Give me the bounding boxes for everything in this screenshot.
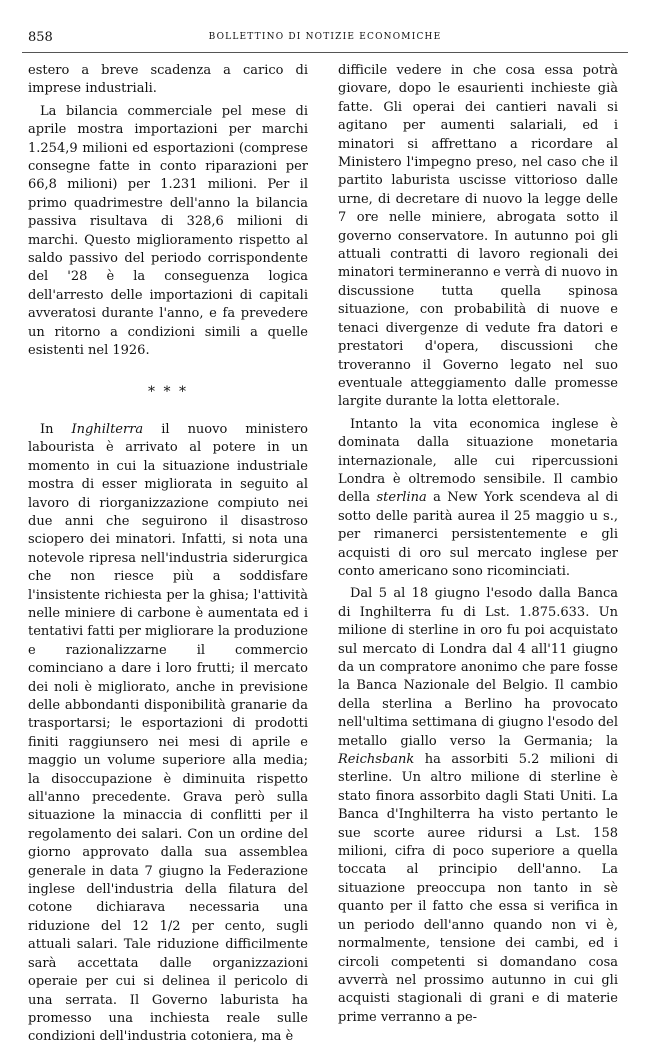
- paragraph: [338, 585, 618, 1027]
- section-separator: * * *: [148, 383, 188, 400]
- text-run: Intanto la vita economica inglese è dominata dalla situazione monetaria internazionale, alle cui ripercussioni Londra è oltremodo sensibile. Il cambio della: [338, 416, 618, 506]
- italic-term: Reichsbank: [338, 752, 415, 768]
- italic-term: sterlina: [376, 490, 427, 506]
- page-number: 858: [28, 30, 53, 45]
- text-run: Dal 5 al 18 giugno l'esodo dalla Banca di Inghilterra fu di Lst. 1.875.633. Un milione di sterline in oro fu poi acquistato sul mercato di Londra dal 4 all'11 giugno da un compratore anonimo che pare fosse la Banca Nazionale del Belgio. Il cambio della sterlina a Berlino ha provocato nell'ultima settimana di giugno l'esodo del metallo giallo verso la Germania; la: [338, 586, 618, 749]
- running-title: BOLLETTINO DI NOTIZIE ECONOMICHE: [208, 32, 442, 42]
- page-header: [20, 30, 630, 46]
- paragraph: [28, 421, 308, 1047]
- paragraph: estero a breve scadenza a carico di imprese industriali.: [28, 63, 308, 97]
- paragraph: [338, 416, 618, 582]
- left-column: [28, 62, 308, 1051]
- text-run: In: [40, 421, 72, 437]
- paragraph: La bilancia commerciale pel mese di aprile mostra importazioni per marchi 1.254,9 milioni ed esportazioni (comprese consegne fatte in conto riparazioni per 66,8 milioni) per 1.231 milioni. Per il primo quadrimestre dell'anno la bilancia passiva risultava di 328,6 milioni di marchi. Questo miglioramento rispetto al saldo passivo del periodo corrispondente del '28 è la conseguenza logica dell'arresto delle importazioni di capitali avveratosi durante l'anno, e fa prevedere un ritorno a condizioni simili a quelle esistenti nel 1926.: [28, 103, 308, 359]
- country-name: Inghilterra: [71, 421, 144, 437]
- text-run: ha assorbiti 5.2 milioni di sterline. Un altro milione di sterline è stato finora assorbito dagli Stati Uniti. La Banca d'Inghilterra ha visto pertanto le sue scorte auree ridursi a Lst. 158 milioni, cifra di poco superiore a quella toccata al principio dell'anno. La situazione preoccupa non tanto in sè quanto per il fatto che essa si verifica in un periodo dell'anno quando non vi è, normalmente, tensione dei cambi, ed i circoli competenti si domandano cosa avverrà nel prossimo autunno in cui gli acquisti stagionali di grani e di materie prime verranno a pe-: [338, 752, 618, 1025]
- paragraph: difficile vedere in che cosa essa potrà giovare, dopo le esaurienti inchieste già fatte. Gli operai dei cantieri navali si agitano per aumenti salariali, ed i minatori si affrettano a ricordare al Ministero l'impegno preso, nel caso che il partito laburista uscisse vittorioso dalle urne, di decretare di nuovo la legge delle 7 ore nelle miniere, abrogata sotto il governo conservatore. In autunno poi gli attuali contratti di lavoro regionali dei minatori termineranno e verrà di nuovo in discussione tutta quella spinosa situazione, con probabilità di nuove e tenaci divergenze di vedute fra datori e prestatori d'opera, discussioni che troveranno il Governo legato nel suo eventuale atteggiamento dalle promesse largite durante la lotta elettorale.: [338, 63, 618, 410]
- text-run: il nuovo ministero labourista è arrivato al potere in un momento in cui la situazione industriale mostra di esser migliorata in seguito al lavoro di riorganizzazione compiuto nei due anni che seguirono il disastroso sciopero dei minatori. Infatti, si nota una notevole ripresa nell'industria siderurgica che non riesce più a soddisfare l'insistente richiesta per la ghisa; l'attività nelle miniere di carbone è aumentata ed i tentativi fatti per migliorare la produzione e razionalizzarne il commercio cominciano a dare i loro frutti; il mercato dei noli è migliorato, anche in previsione delle abbondanti disponibilità granarie da trasportarsi; le esportazioni di prodotti finiti raggiunsero nei mesi di aprile e maggio un volume superiore alla media; la disoccupazione è diminuita rispetto all'anno precedente. Grava però sulla situazione la minaccia di conflitti per il regolamento dei salari. Con un ordine del giorno approvato dalla sua assemblea generale in data 7 giugno la Federazione inglese dell'industria della filatura del cotone dichiarava necessaria una riduzione del 12 1/2 per cento, sugli attuali salari. Tale riduzione difficilmente sarà accettata dalle organizzazioni operaie per cui si delinea il pericolo di una serrata. Il Governo laburista ha promesso una inchiesta reale sulle condizioni dell'industria cotoniera, ma è: [28, 421, 308, 1045]
- text-run: a New York scendeva al di sotto delle parità aurea il 25 maggio u s., per rimanerci persistentemente e gli acquisti di oro sul mercato inglese per conto americano sono ricominciati.: [338, 490, 618, 579]
- header-rule: [22, 52, 628, 53]
- right-column: [338, 62, 618, 1031]
